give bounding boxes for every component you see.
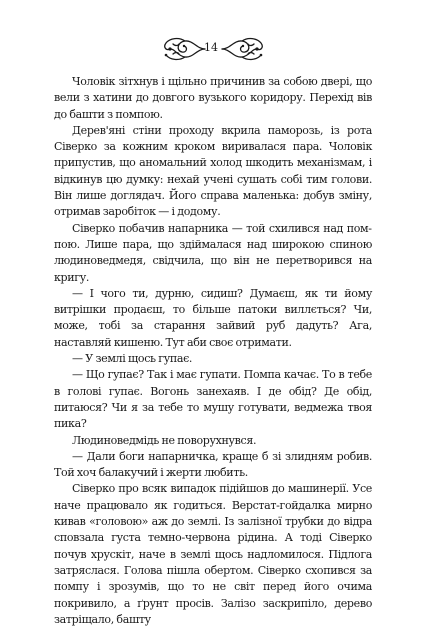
paragraph: — Дали боги напарничка, краще б зі злидням робив. Той хоч балакучий і жерти любить. [54,449,372,480]
page-number: 14 [204,41,218,54]
paragraph: — У землі щось гупає. [72,352,193,366]
paragraph: Чоловік зітхнув і щільно причинив за собою двері, що вели з хатини до довгого вузького коридору. Перехід вів до башти з помпою. [54,75,372,121]
paragraph: — І чого ти, дурню, сидиш? Думаєш, як ти йому витрішки продаєш, то більше патоки виллється? Чи, може, тобі за старання зайвий руб дадуть? Ага, наставляй кишеню. Тут аби своє отримати. [54,286,372,349]
paragraph: Дерев'яні стіни проходу вкрила паморозь, із рота Сіверко за кожним кроком виривалася пара. Чоловік припустив, що аномальний холод шкодить механізмам, і відкинув цю думку: нехай учені сушать собі тим голови. Він лише доглядач. Його справа маленька: добув зміну, отримав заробіток — і додому. [54,123,372,219]
paragraph: Сіверко про всяк випадок підійшов до машинерії. Усе наче працювало як годиться. Верстат-гойдалка мирно кивав «головою» аж до землі. Із залізної трубки до відра сповзала густа темно-червона рідина. А тоді Сіверко почув хрускіт, наче в землі щось надломилося. Підлога затряслася. Голова пішла обертом. Сіверко схопився за помпу і зрозумів, що то не світ перед його очима покривило, а ґрунт просів. Залізо заскрипіло, дерево затріщало, башту [54,482,372,626]
body-text [54,74,372,628]
page-header [0,36,421,62]
paragraph: — Що гупає? Так і має гупати. Помпа качає. То в тебе в голові гупає. Вогонь занехаяв. І де обід? Де обід, питаюся? Чи я за тебе то мушу готувати, ведмежа твоя пика? [54,368,372,431]
flourish-ornament-icon [220,36,266,62]
paragraph: Сіверко побачив напарника — той схилився над помпою. Лише пара, що здіймалася над широкою спиною людиноведмедя, свідчила, що він не перетворився на кригу. [54,221,372,284]
paragraph: Людиноведмідь не поворухнувся. [72,433,257,447]
